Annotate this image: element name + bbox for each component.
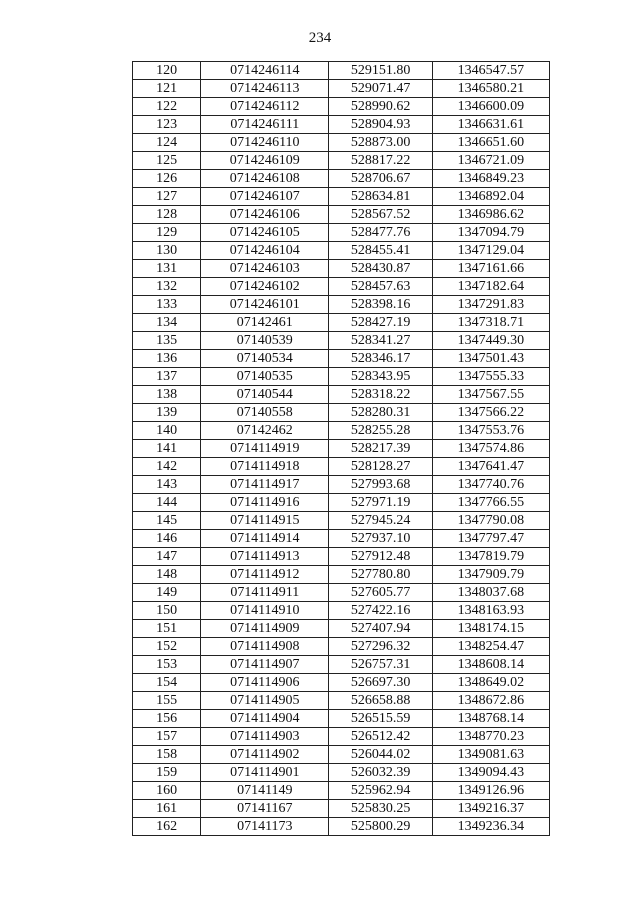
point-code-cell: 07141167 (201, 800, 329, 818)
table-row (133, 566, 550, 584)
y-coordinate-cell: 1347318.71 (432, 314, 549, 332)
point-code-cell: 07142461 (201, 314, 329, 332)
y-coordinate-cell: 1348608.14 (432, 656, 549, 674)
point-code-cell: 0714114916 (201, 494, 329, 512)
y-coordinate-cell: 1347641.47 (432, 458, 549, 476)
table-row (133, 170, 550, 188)
y-coordinate-cell: 1348768.14 (432, 710, 549, 728)
y-coordinate-cell: 1348174.15 (432, 620, 549, 638)
x-coordinate-cell: 527422.16 (329, 602, 432, 620)
row-index-cell: 127 (133, 188, 201, 206)
table-row (133, 314, 550, 332)
table-row (133, 62, 550, 80)
point-code-cell: 0714114914 (201, 530, 329, 548)
point-code-cell: 0714114906 (201, 674, 329, 692)
y-coordinate-cell: 1346651.60 (432, 134, 549, 152)
y-coordinate-cell: 1346849.23 (432, 170, 549, 188)
table-row (133, 98, 550, 116)
table-row (133, 152, 550, 170)
y-coordinate-cell: 1347909.79 (432, 566, 549, 584)
x-coordinate-cell: 526032.39 (329, 764, 432, 782)
row-index-cell: 155 (133, 692, 201, 710)
row-index-cell: 136 (133, 350, 201, 368)
table-row (133, 710, 550, 728)
row-index-cell: 144 (133, 494, 201, 512)
point-code-cell: 07142462 (201, 422, 329, 440)
table-row (133, 116, 550, 134)
row-index-cell: 130 (133, 242, 201, 260)
row-index-cell: 140 (133, 422, 201, 440)
y-coordinate-cell: 1347797.47 (432, 530, 549, 548)
y-coordinate-cell: 1349081.63 (432, 746, 549, 764)
y-coordinate-cell: 1348649.02 (432, 674, 549, 692)
point-code-cell: 0714114903 (201, 728, 329, 746)
x-coordinate-cell: 526658.88 (329, 692, 432, 710)
point-code-cell: 0714114911 (201, 584, 329, 602)
row-index-cell: 157 (133, 728, 201, 746)
x-coordinate-cell: 528455.41 (329, 242, 432, 260)
point-code-cell: 07140534 (201, 350, 329, 368)
row-index-cell: 138 (133, 386, 201, 404)
table-row (133, 368, 550, 386)
row-index-cell: 121 (133, 80, 201, 98)
point-code-cell: 0714114901 (201, 764, 329, 782)
y-coordinate-cell: 1346986.62 (432, 206, 549, 224)
x-coordinate-cell: 527296.32 (329, 638, 432, 656)
y-coordinate-cell: 1347819.79 (432, 548, 549, 566)
point-code-cell: 0714246101 (201, 296, 329, 314)
row-index-cell: 158 (133, 746, 201, 764)
table-row (133, 620, 550, 638)
y-coordinate-cell: 1346580.21 (432, 80, 549, 98)
point-code-cell: 0714246103 (201, 260, 329, 278)
point-code-cell: 0714114905 (201, 692, 329, 710)
x-coordinate-cell: 526512.42 (329, 728, 432, 746)
x-coordinate-cell: 528817.22 (329, 152, 432, 170)
x-coordinate-cell: 528904.93 (329, 116, 432, 134)
table-row (133, 674, 550, 692)
x-coordinate-cell: 528398.16 (329, 296, 432, 314)
x-coordinate-cell: 527605.77 (329, 584, 432, 602)
x-coordinate-cell: 528457.63 (329, 278, 432, 296)
point-code-cell: 07141149 (201, 782, 329, 800)
x-coordinate-cell: 528255.28 (329, 422, 432, 440)
table-row (133, 134, 550, 152)
y-coordinate-cell: 1347501.43 (432, 350, 549, 368)
point-code-cell: 0714114904 (201, 710, 329, 728)
row-index-cell: 126 (133, 170, 201, 188)
y-coordinate-cell: 1348672.86 (432, 692, 549, 710)
x-coordinate-cell: 528217.39 (329, 440, 432, 458)
x-coordinate-cell: 528990.62 (329, 98, 432, 116)
y-coordinate-cell: 1347094.79 (432, 224, 549, 242)
point-code-cell: 0714246112 (201, 98, 329, 116)
x-coordinate-cell: 528343.95 (329, 368, 432, 386)
x-coordinate-cell: 526757.31 (329, 656, 432, 674)
point-code-cell: 0714246110 (201, 134, 329, 152)
x-coordinate-cell: 528318.22 (329, 386, 432, 404)
point-code-cell: 0714246113 (201, 80, 329, 98)
table-row (133, 584, 550, 602)
y-coordinate-cell: 1346631.61 (432, 116, 549, 134)
point-code-cell: 07140535 (201, 368, 329, 386)
y-coordinate-cell: 1347449.30 (432, 332, 549, 350)
y-coordinate-cell: 1347567.55 (432, 386, 549, 404)
y-coordinate-cell: 1348254.47 (432, 638, 549, 656)
x-coordinate-cell: 528341.27 (329, 332, 432, 350)
x-coordinate-cell: 528427.19 (329, 314, 432, 332)
table-row (133, 476, 550, 494)
y-coordinate-cell: 1348770.23 (432, 728, 549, 746)
y-coordinate-cell: 1346547.57 (432, 62, 549, 80)
row-index-cell: 125 (133, 152, 201, 170)
y-coordinate-cell: 1349094.43 (432, 764, 549, 782)
row-index-cell: 124 (133, 134, 201, 152)
point-code-cell: 0714114908 (201, 638, 329, 656)
x-coordinate-cell: 526044.02 (329, 746, 432, 764)
y-coordinate-cell: 1346892.04 (432, 188, 549, 206)
point-code-cell: 0714246109 (201, 152, 329, 170)
y-coordinate-cell: 1348163.93 (432, 602, 549, 620)
y-coordinate-cell: 1347291.83 (432, 296, 549, 314)
row-index-cell: 134 (133, 314, 201, 332)
row-index-cell: 159 (133, 764, 201, 782)
point-code-cell: 0714114912 (201, 566, 329, 584)
table-row (133, 422, 550, 440)
point-code-cell: 07140558 (201, 404, 329, 422)
row-index-cell: 141 (133, 440, 201, 458)
point-code-cell: 0714246102 (201, 278, 329, 296)
y-coordinate-cell: 1347790.08 (432, 512, 549, 530)
table-row (133, 800, 550, 818)
y-coordinate-cell: 1347574.86 (432, 440, 549, 458)
table-row (133, 782, 550, 800)
y-coordinate-cell: 1349236.34 (432, 818, 549, 836)
point-code-cell: 0714246108 (201, 170, 329, 188)
x-coordinate-cell: 527937.10 (329, 530, 432, 548)
table-body (133, 62, 550, 836)
x-coordinate-cell: 528430.87 (329, 260, 432, 278)
table-row (133, 386, 550, 404)
point-code-cell: 0714114917 (201, 476, 329, 494)
x-coordinate-cell: 527971.19 (329, 494, 432, 512)
x-coordinate-cell: 529151.80 (329, 62, 432, 80)
x-coordinate-cell: 528634.81 (329, 188, 432, 206)
table-row (133, 512, 550, 530)
table-row (133, 206, 550, 224)
y-coordinate-cell: 1347182.64 (432, 278, 549, 296)
point-code-cell: 0714114913 (201, 548, 329, 566)
row-index-cell: 148 (133, 566, 201, 584)
row-index-cell: 135 (133, 332, 201, 350)
y-coordinate-cell: 1347129.04 (432, 242, 549, 260)
x-coordinate-cell: 526515.59 (329, 710, 432, 728)
row-index-cell: 149 (133, 584, 201, 602)
x-coordinate-cell: 527993.68 (329, 476, 432, 494)
row-index-cell: 151 (133, 620, 201, 638)
point-code-cell: 0714114902 (201, 746, 329, 764)
table-row (133, 746, 550, 764)
point-code-cell: 07140539 (201, 332, 329, 350)
table-row (133, 728, 550, 746)
table-row (133, 332, 550, 350)
x-coordinate-cell: 527407.94 (329, 620, 432, 638)
row-index-cell: 129 (133, 224, 201, 242)
table-row (133, 692, 550, 710)
row-index-cell: 131 (133, 260, 201, 278)
row-index-cell: 146 (133, 530, 201, 548)
point-code-cell: 0714246111 (201, 116, 329, 134)
table-row (133, 656, 550, 674)
table-row (133, 638, 550, 656)
table-row (133, 602, 550, 620)
table-row (133, 458, 550, 476)
table-row (133, 548, 550, 566)
row-index-cell: 156 (133, 710, 201, 728)
row-index-cell: 122 (133, 98, 201, 116)
row-index-cell: 152 (133, 638, 201, 656)
table-row (133, 296, 550, 314)
y-coordinate-cell: 1347766.55 (432, 494, 549, 512)
point-code-cell: 0714246104 (201, 242, 329, 260)
table-row (133, 764, 550, 782)
x-coordinate-cell: 528128.27 (329, 458, 432, 476)
row-index-cell: 154 (133, 674, 201, 692)
x-coordinate-cell: 525962.94 (329, 782, 432, 800)
row-index-cell: 137 (133, 368, 201, 386)
row-index-cell: 139 (133, 404, 201, 422)
x-coordinate-cell: 525800.29 (329, 818, 432, 836)
row-index-cell: 161 (133, 800, 201, 818)
point-code-cell: 0714246107 (201, 188, 329, 206)
row-index-cell: 120 (133, 62, 201, 80)
y-coordinate-cell: 1346721.09 (432, 152, 549, 170)
x-coordinate-cell: 526697.30 (329, 674, 432, 692)
y-coordinate-cell: 1347555.33 (432, 368, 549, 386)
row-index-cell: 160 (133, 782, 201, 800)
table-row (133, 350, 550, 368)
y-coordinate-cell: 1347553.76 (432, 422, 549, 440)
table-row (133, 440, 550, 458)
x-coordinate-cell: 528706.67 (329, 170, 432, 188)
table-row (133, 80, 550, 98)
coordinate-table (132, 61, 550, 836)
row-index-cell: 162 (133, 818, 201, 836)
x-coordinate-cell: 529071.47 (329, 80, 432, 98)
row-index-cell: 147 (133, 548, 201, 566)
y-coordinate-cell: 1347161.66 (432, 260, 549, 278)
row-index-cell: 133 (133, 296, 201, 314)
point-code-cell: 0714114918 (201, 458, 329, 476)
x-coordinate-cell: 528477.76 (329, 224, 432, 242)
point-code-cell: 0714114919 (201, 440, 329, 458)
point-code-cell: 0714114909 (201, 620, 329, 638)
table-row (133, 260, 550, 278)
row-index-cell: 153 (133, 656, 201, 674)
x-coordinate-cell: 528873.00 (329, 134, 432, 152)
x-coordinate-cell: 528280.31 (329, 404, 432, 422)
x-coordinate-cell: 528346.17 (329, 350, 432, 368)
x-coordinate-cell: 525830.25 (329, 800, 432, 818)
x-coordinate-cell: 527780.80 (329, 566, 432, 584)
y-coordinate-cell: 1347566.22 (432, 404, 549, 422)
table-row (133, 818, 550, 836)
table-row (133, 530, 550, 548)
x-coordinate-cell: 527945.24 (329, 512, 432, 530)
row-index-cell: 128 (133, 206, 201, 224)
y-coordinate-cell: 1349216.37 (432, 800, 549, 818)
x-coordinate-cell: 528567.52 (329, 206, 432, 224)
row-index-cell: 132 (133, 278, 201, 296)
row-index-cell: 123 (133, 116, 201, 134)
point-code-cell: 0714114907 (201, 656, 329, 674)
table-row (133, 224, 550, 242)
y-coordinate-cell: 1348037.68 (432, 584, 549, 602)
y-coordinate-cell: 1346600.09 (432, 98, 549, 116)
point-code-cell: 0714114910 (201, 602, 329, 620)
row-index-cell: 145 (133, 512, 201, 530)
point-code-cell: 0714114915 (201, 512, 329, 530)
point-code-cell: 07140544 (201, 386, 329, 404)
point-code-cell: 0714246114 (201, 62, 329, 80)
table-row (133, 404, 550, 422)
row-index-cell: 150 (133, 602, 201, 620)
table-row (133, 242, 550, 260)
row-index-cell: 143 (133, 476, 201, 494)
y-coordinate-cell: 1347740.76 (432, 476, 549, 494)
row-index-cell: 142 (133, 458, 201, 476)
table-row (133, 494, 550, 512)
point-code-cell: 0714246106 (201, 206, 329, 224)
y-coordinate-cell: 1349126.96 (432, 782, 549, 800)
table-row (133, 188, 550, 206)
x-coordinate-cell: 527912.48 (329, 548, 432, 566)
point-code-cell: 0714246105 (201, 224, 329, 242)
page-number: 234 (308, 30, 332, 46)
table-row (133, 278, 550, 296)
point-code-cell: 07141173 (201, 818, 329, 836)
